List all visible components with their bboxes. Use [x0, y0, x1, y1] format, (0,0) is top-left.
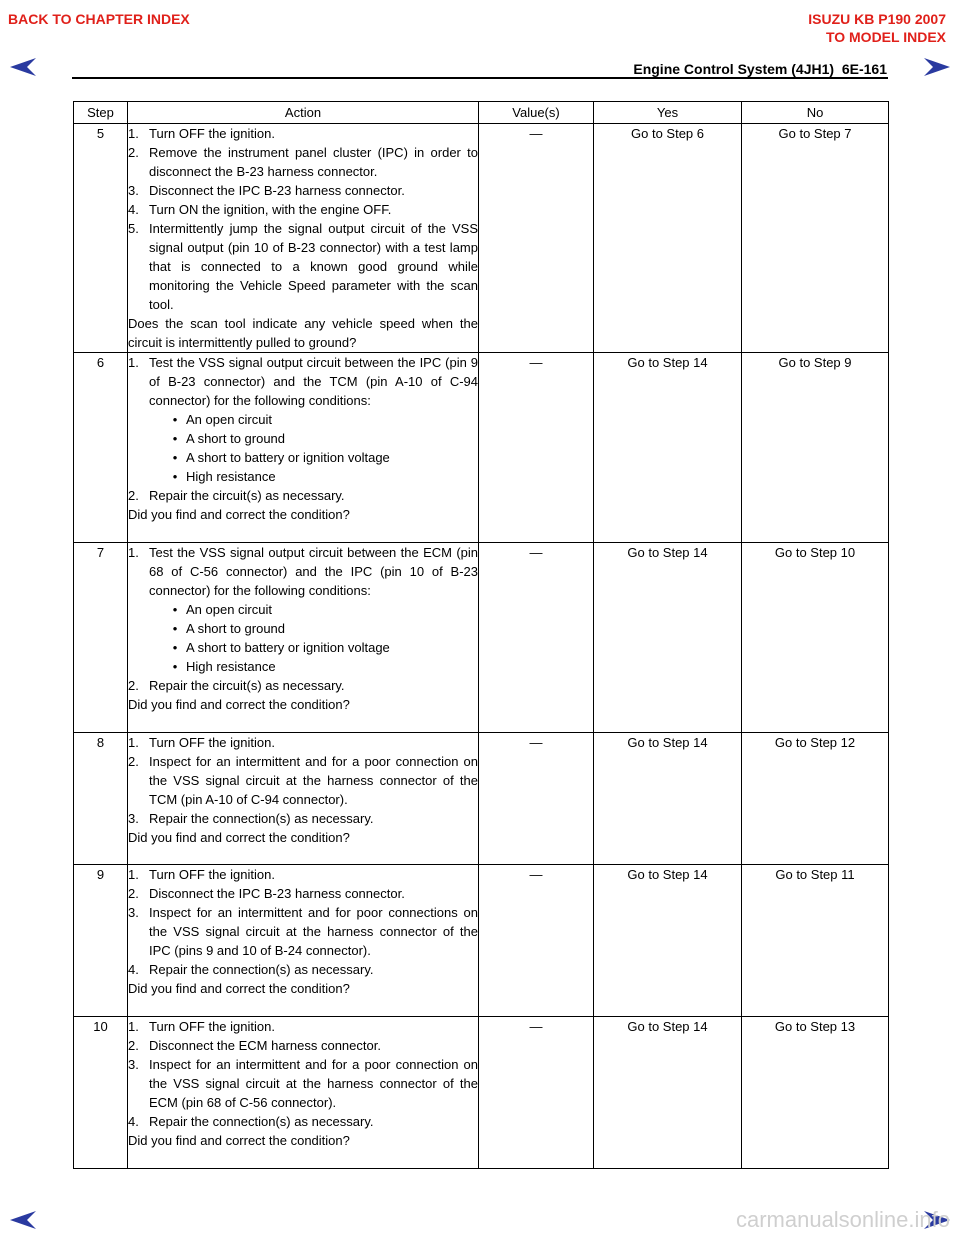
- item-number: 2.: [128, 145, 139, 160]
- bullet-text: A short to battery or ignition voltage: [186, 640, 390, 655]
- numbered-item: [128, 143, 478, 181]
- numbered-item: [128, 1055, 478, 1112]
- item-text: Inspect for an intermittent and for a poor connection on the VSS signal circuit at the harness connector of the ECM (pin 68 of C-56 connector).: [149, 1057, 478, 1110]
- value-cell: [479, 865, 594, 1017]
- bullet-item: [128, 638, 478, 657]
- item-number: 2.: [128, 488, 139, 503]
- table-row: [74, 124, 889, 353]
- item-text: Test the VSS signal output circuit between the IPC (pin 9 of B-23 connector) and the TCM (pin A-10 of C-94 connector) for the following conditions:: [149, 355, 478, 408]
- yes-result: Go to Step 6: [594, 124, 742, 353]
- yes-result: Go to Step 14: [594, 543, 742, 733]
- item-number: 2.: [128, 754, 139, 769]
- no-result: Go to Step 13: [742, 1017, 889, 1169]
- step-question: Did you find and correct the condition?: [128, 507, 350, 522]
- item-number: 2.: [128, 1038, 139, 1053]
- bullet-text: A short to ground: [186, 621, 286, 636]
- values-column-header: Value(s): [479, 102, 594, 124]
- numbered-item: [128, 543, 478, 600]
- step-question: Did you find and correct the condition?: [128, 981, 350, 996]
- no-result: Go to Step 9: [742, 353, 889, 543]
- numbered-item: [128, 884, 478, 903]
- item-text: Remove the instrument panel cluster (IPC) in order to disconnect the B-23 harness connector.: [149, 145, 478, 179]
- bullet-icon: •: [172, 640, 178, 655]
- bullet-icon: •: [172, 621, 178, 636]
- step-number: 9: [74, 865, 128, 1017]
- step-question: Did you find and correct the condition?: [128, 1133, 350, 1148]
- table-row: [74, 1017, 889, 1169]
- yes-result: Go to Step 14: [594, 733, 742, 865]
- item-text: Repair the connection(s) as necessary.: [149, 811, 374, 826]
- bullet-text: High resistance: [186, 659, 276, 674]
- numbered-item: [128, 809, 478, 828]
- action-cell: [128, 1017, 479, 1169]
- bullet-item: [128, 429, 478, 448]
- numbered-item: [128, 1017, 478, 1036]
- bullet-item: [128, 467, 478, 486]
- item-number: 1.: [128, 1019, 139, 1034]
- value-dash: —: [529, 867, 543, 882]
- table-row: [74, 865, 889, 1017]
- action-column-header: Action: [128, 102, 479, 124]
- step-number: 8: [74, 733, 128, 865]
- bullet-icon: •: [172, 450, 178, 465]
- no-result: Go to Step 10: [742, 543, 889, 733]
- numbered-item: [128, 353, 478, 410]
- step-question: Did you find and correct the condition?: [128, 697, 350, 712]
- watermark: carmanualsonline.info: [735, 1207, 950, 1232]
- numbered-item: [128, 903, 478, 960]
- bullet-item: [128, 657, 478, 676]
- value-dash: —: [529, 355, 543, 370]
- item-number: 4.: [128, 962, 139, 977]
- action-cell: [128, 124, 479, 353]
- item-text: Inspect for an intermittent and for a poor connection on the VSS signal circuit at the harness connector of the TCM (pin A-10 of C-94 connector).: [149, 754, 478, 807]
- value-cell: [479, 124, 594, 353]
- numbered-item: [128, 181, 478, 200]
- model-title-link[interactable]: ISUZU KB P190 2007: [808, 11, 946, 27]
- step-number: 6: [74, 353, 128, 543]
- item-text: Turn OFF the ignition.: [149, 735, 275, 750]
- next-page-right-arrow-icon[interactable]: [924, 58, 950, 76]
- item-number: 3.: [128, 905, 139, 920]
- step-column-header: Step: [74, 102, 128, 124]
- item-text: Intermittently jump the signal output circuit of the VSS signal output (pin 10 of B-23 connector) with a test lamp that is connected to a known good ground while monitoring the Vehicle Speed parameter with the scan tool.: [149, 221, 478, 312]
- numbered-item: [128, 733, 478, 752]
- item-number: 2.: [128, 886, 139, 901]
- numbered-item: [128, 752, 478, 809]
- item-number: 1.: [128, 867, 139, 882]
- bullet-item: [128, 410, 478, 429]
- yes-result: Go to Step 14: [594, 1017, 742, 1169]
- value-cell: [479, 1017, 594, 1169]
- bullet-icon: •: [172, 431, 178, 446]
- prev-page-left-arrow-icon-bottom[interactable]: [10, 1211, 36, 1229]
- value-dash: —: [529, 735, 543, 750]
- value-cell: [479, 733, 594, 865]
- numbered-item: [128, 486, 478, 505]
- item-text: Turn ON the ignition, with the engine OFF.: [149, 202, 392, 217]
- model-index-link[interactable]: TO MODEL INDEX: [825, 29, 946, 45]
- bullet-text: High resistance: [186, 469, 276, 484]
- item-text: Repair the circuit(s) as necessary.: [149, 488, 345, 503]
- item-text: Disconnect the ECM harness connector.: [149, 1038, 381, 1053]
- value-dash: —: [529, 545, 543, 560]
- diagnostic-steps-table: [73, 101, 889, 1169]
- item-number: 3.: [128, 183, 139, 198]
- value-cell: [479, 543, 594, 733]
- prev-page-left-arrow-icon[interactable]: [10, 58, 36, 76]
- no-result: Go to Step 11: [742, 865, 889, 1017]
- item-text: Turn OFF the ignition.: [149, 867, 275, 882]
- bullet-item: [128, 448, 478, 467]
- item-number: 3.: [128, 1057, 139, 1072]
- no-result: Go to Step 7: [742, 124, 889, 353]
- step-number: 10: [74, 1017, 128, 1169]
- bullet-text: An open circuit: [186, 602, 272, 617]
- bullet-icon: •: [172, 469, 178, 484]
- bullet-icon: •: [172, 412, 178, 427]
- value-dash: —: [529, 1019, 543, 1034]
- yes-result: Go to Step 14: [594, 865, 742, 1017]
- header-rule: [72, 77, 888, 79]
- numbered-item: [128, 219, 478, 314]
- no-result: Go to Step 12: [742, 733, 889, 865]
- action-cell: [128, 543, 479, 733]
- table-row: [74, 733, 889, 865]
- page-header: Engine Control System (4JH1) 6E-161: [633, 61, 887, 77]
- numbered-item: [128, 1112, 478, 1131]
- step-question: Does the scan tool indicate any vehicle speed when the circuit is intermittently pulled to ground?: [128, 316, 478, 350]
- item-text: Repair the circuit(s) as necessary.: [149, 678, 345, 693]
- item-number: 3.: [128, 811, 139, 826]
- numbered-item: [128, 124, 478, 143]
- item-number: 1.: [128, 545, 139, 560]
- item-number: 2.: [128, 678, 139, 693]
- bullet-text: A short to ground: [186, 431, 286, 446]
- action-cell: [128, 865, 479, 1017]
- value-cell: [479, 353, 594, 543]
- item-number: 5.: [128, 221, 139, 236]
- item-text: Inspect for an intermittent and for poor connections on the VSS signal circuit at the harness connector of the IPC (pins 9 and 10 of B-24 connector).: [149, 905, 478, 958]
- action-cell: [128, 353, 479, 543]
- item-number: 4.: [128, 202, 139, 217]
- bullet-item: [128, 600, 478, 619]
- value-dash: —: [529, 126, 543, 141]
- item-number: 1.: [128, 735, 139, 750]
- step-number: 5: [74, 124, 128, 353]
- item-text: Repair the connection(s) as necessary.: [149, 962, 374, 977]
- numbered-item: [128, 676, 478, 695]
- table-body: [74, 124, 889, 1169]
- numbered-item: [128, 200, 478, 219]
- item-text: Test the VSS signal output circuit between the ECM (pin 68 of C-56 connector) and the IPC (pin 10 of B-23 connector) for the following conditions:: [149, 545, 478, 598]
- step-question: Did you find and correct the condition?: [128, 830, 350, 845]
- item-text: Disconnect the IPC B-23 harness connector.: [149, 183, 405, 198]
- bullet-icon: •: [172, 602, 178, 617]
- item-number: 1.: [128, 355, 139, 370]
- numbered-item: [128, 960, 478, 979]
- bullet-item: [128, 619, 478, 638]
- bullet-icon: •: [172, 659, 178, 674]
- bullet-text: A short to battery or ignition voltage: [186, 450, 390, 465]
- yes-result: Go to Step 14: [594, 353, 742, 543]
- item-number: 1.: [128, 126, 139, 141]
- item-text: Turn OFF the ignition.: [149, 1019, 275, 1034]
- yes-column-header: Yes: [594, 102, 742, 124]
- table-row: [74, 353, 889, 543]
- item-text: Disconnect the IPC B-23 harness connector.: [149, 886, 405, 901]
- table-header-row: [74, 102, 889, 124]
- item-text: Repair the connection(s) as necessary.: [149, 1114, 374, 1129]
- bullet-text: An open circuit: [186, 412, 272, 427]
- item-number: 4.: [128, 1114, 139, 1129]
- action-cell: [128, 733, 479, 865]
- item-text: Turn OFF the ignition.: [149, 126, 275, 141]
- table-row: [74, 543, 889, 733]
- step-number: 7: [74, 543, 128, 733]
- numbered-item: [128, 1036, 478, 1055]
- back-to-chapter-index-link[interactable]: BACK TO CHAPTER INDEX: [8, 11, 190, 27]
- numbered-item: [128, 865, 478, 884]
- no-column-header: No: [742, 102, 889, 124]
